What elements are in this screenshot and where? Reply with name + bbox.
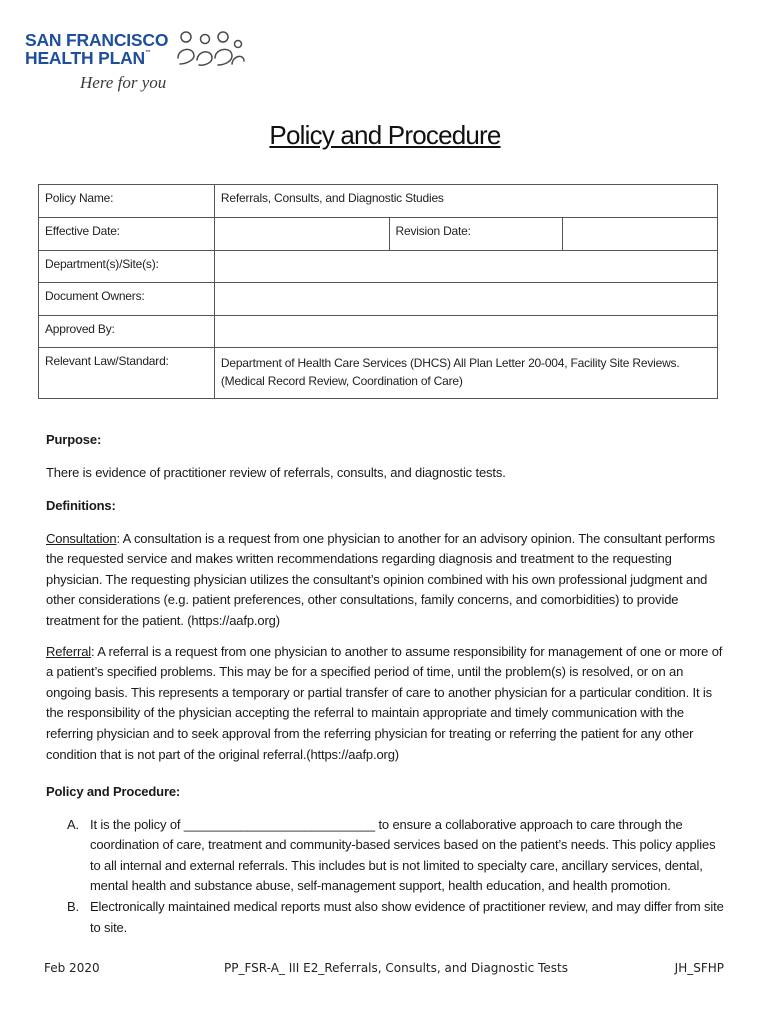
definitions-section bbox=[46, 496, 726, 765]
list-item bbox=[46, 815, 726, 897]
relevant-law-line1: Department of Health Care Services (DHCS) All Plan Letter 20-004, Facility Site Reviews. bbox=[220, 356, 680, 370]
consultation-definition bbox=[46, 529, 726, 632]
relevant-law-value bbox=[214, 348, 717, 399]
departments-value bbox=[214, 251, 717, 283]
logo-trademark: ™ bbox=[144, 50, 151, 56]
page-title: Policy and Procedure bbox=[269, 120, 501, 150]
effective-date-label: Effective Date: bbox=[39, 218, 215, 251]
departments-label: Department(s)/Site(s): bbox=[39, 251, 215, 283]
list-marker: A. bbox=[67, 816, 79, 832]
logo-line2-text: HEALTH PLAN bbox=[25, 48, 145, 68]
people-icon bbox=[172, 30, 247, 70]
approved-by-label: Approved By: bbox=[39, 316, 215, 348]
logo-line1: SAN FRANCISCO bbox=[25, 30, 169, 50]
purpose-text: There is evidence of practitioner review of referrals, consults, and diagnostic tests. bbox=[46, 464, 506, 480]
list-item bbox=[46, 897, 726, 938]
logo-line2 bbox=[25, 48, 151, 69]
referral-term: Referral bbox=[46, 643, 92, 659]
relevant-law-line2: (Medical Record Review, Coordination of Care) bbox=[220, 374, 463, 388]
policy-name-label: Policy Name: bbox=[39, 185, 215, 218]
footer-author: JH_SFHP bbox=[674, 961, 724, 975]
purpose-heading: Purpose: bbox=[46, 432, 102, 447]
consultation-term: Consultation bbox=[46, 530, 117, 546]
purpose-section bbox=[46, 430, 726, 483]
relevant-law-label: Relevant Law/Standard: bbox=[39, 348, 215, 399]
list-item-text: It is the policy of ___________________________ to ensure a collaborative approach to care through the coordination of care, treatment and community-based services based on the patient’s needs. This policy applies to all internal and external referrals. This includes but is not limited to specialty care, ancillary services, dental, mental health and substance abuse, self-management support, health education, and health promotion. bbox=[90, 816, 716, 894]
policy-list bbox=[46, 815, 726, 939]
revision-date-label: Revision Date: bbox=[389, 218, 563, 251]
document-owners-label: Document Owners: bbox=[39, 283, 215, 316]
footer-date: Feb 2020 bbox=[44, 961, 100, 975]
revision-date-value bbox=[563, 218, 718, 251]
list-item-text: Electronically maintained medical reports must also show evidence of practitioner review, and may differ from site to site. bbox=[90, 898, 724, 935]
list-marker: B. bbox=[67, 898, 79, 914]
policy-section bbox=[46, 782, 726, 938]
document-owners-value bbox=[214, 283, 717, 316]
definitions-heading: Definitions: bbox=[46, 498, 116, 513]
policy-name-value: Referrals, Consults, and Diagnostic Studies bbox=[214, 185, 717, 218]
consultation-text: : A consultation is a request from one physician to another for an advisory opinion. The consultant performs the requested service and makes written recommendations regarding diagnosis and treatment to the requesting physician. The requesting physician utilizes the consultant’s opinion combined with his own professional judgment and other considerations (e.g. patient preferences, other consultations, family concerns, and comorbidities) to provide treatment for the patient. (https://aafp.org) bbox=[46, 530, 715, 628]
logo-tagline: Here for you bbox=[80, 73, 167, 92]
referral-text: : A referral is a request from one physician to another to assume responsibility for management of one or more of a patient’s specified problems. This may be for a specified period of time, until the problem(s) is resolved, or on an ongoing basis. This represents a temporary or partial transfer of care to another physician for a particular condition. It is the responsibility of the physician accepting the referral to maintain appropriate and timely communication with the referring physician and to seek approval from the referring physician for treating or referring the patient for any other condition that is not part of the original referral.(https://aafp.org) bbox=[46, 643, 723, 762]
approved-by-value bbox=[214, 316, 717, 348]
footer-document-id: PP_FSR-A_ III E2_Referrals, Consults, and Diagnostic Tests bbox=[224, 961, 568, 975]
effective-date-value bbox=[214, 218, 389, 251]
policy-heading: Policy and Procedure: bbox=[46, 784, 181, 799]
sfhp-logo bbox=[22, 30, 252, 96]
policy-info-table bbox=[38, 184, 718, 399]
referral-definition bbox=[46, 642, 726, 766]
